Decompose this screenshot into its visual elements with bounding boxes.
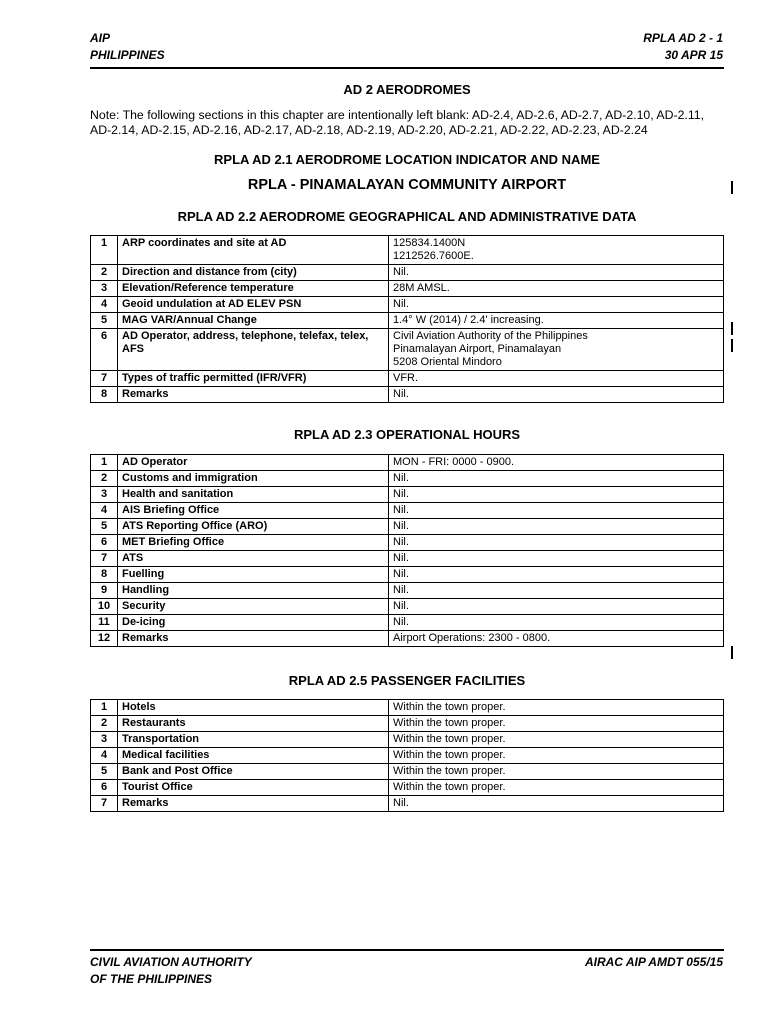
row-number: 4 (91, 748, 118, 764)
row-value-line: VFR. (393, 372, 419, 384)
row-value-line: Within the town proper. (393, 749, 506, 761)
row-value (389, 535, 724, 551)
row-value-line: Within the town proper. (393, 781, 506, 793)
row-label: Remarks (118, 387, 389, 403)
table-row (91, 615, 724, 631)
table-row (91, 535, 724, 551)
section-2-5-heading: RPLA AD 2.5 PASSENGER FACILITIES (288, 673, 526, 688)
table-row (91, 796, 724, 812)
row-value-line: Within the town proper. (393, 765, 506, 777)
row-value-line: Nil. (393, 298, 409, 310)
row-value (389, 371, 724, 387)
row-value (389, 748, 724, 764)
row-number: 8 (91, 567, 118, 583)
table-row (91, 599, 724, 615)
row-label: Medical facilities (118, 748, 389, 764)
table-row (91, 387, 724, 403)
row-label: Types of traffic permitted (IFR/VFR) (118, 371, 389, 387)
page-header-left (90, 30, 165, 64)
table-row (91, 716, 724, 732)
row-label: MET Briefing Office (118, 535, 389, 551)
section-2-1-heading: RPLA AD 2.1 AERODROME LOCATION INDICATOR AND NAME (214, 152, 600, 167)
change-bar (731, 181, 733, 194)
row-number: 3 (91, 732, 118, 748)
row-value (389, 583, 724, 599)
footer-authority-country: OF THE PHILIPPINES (90, 972, 213, 986)
operational-hours-table (90, 454, 724, 647)
header-date: 30 APR 15 (664, 48, 723, 62)
row-label: Fuelling (118, 567, 389, 583)
row-number: 5 (91, 764, 118, 780)
row-value (389, 503, 724, 519)
table-row (91, 297, 724, 313)
row-value (389, 313, 724, 329)
row-value (389, 265, 724, 281)
section-2-2-heading: RPLA AD 2.2 AERODROME GEOGRAPHICAL AND ADMINISTRATIVE DATA (177, 209, 637, 224)
table-row (91, 471, 724, 487)
header-page-ref: RPLA AD 2 - 1 (643, 31, 723, 45)
row-label: De-icing (118, 615, 389, 631)
row-value-line: Pinamalayan Airport, Pinamalayan (393, 343, 562, 355)
row-value (389, 329, 724, 371)
table-row (91, 455, 724, 471)
row-label: MAG VAR/Annual Change (118, 313, 389, 329)
row-value-line: Nil. (393, 584, 409, 596)
row-value-line: Nil. (393, 504, 409, 516)
table-row (91, 371, 724, 387)
table-row (91, 487, 724, 503)
row-value-line: Nil. (393, 616, 409, 628)
row-label: ARP coordinates and site at AD (118, 236, 389, 265)
row-value-line: 1.4° W (2014) / 2.4' increasing. (393, 314, 544, 326)
row-value-line: Nil. (393, 472, 409, 484)
row-number: 6 (91, 780, 118, 796)
row-value (389, 471, 724, 487)
row-number: 7 (91, 371, 118, 387)
table-row (91, 631, 724, 647)
row-value-line: Nil. (393, 797, 409, 809)
row-label: Bank and Post Office (118, 764, 389, 780)
header-publication: AIP (90, 31, 111, 45)
table-row (91, 583, 724, 599)
row-value-line: 5208 Oriental Mindoro (393, 356, 502, 368)
row-value-line: Nil. (393, 520, 409, 532)
row-value-line: Within the town proper. (393, 733, 506, 745)
table-row (91, 313, 724, 329)
page-header-right (643, 30, 723, 64)
row-label: Remarks (118, 796, 389, 812)
row-value (389, 297, 724, 313)
row-number: 7 (91, 796, 118, 812)
row-value-line: Nil. (393, 488, 409, 500)
footer-amendment: AIRAC AIP AMDT 055/15 (584, 955, 723, 969)
row-number: 5 (91, 519, 118, 535)
row-label: ATS (118, 551, 389, 567)
row-value (389, 281, 724, 297)
row-value-line: 125834.1400N (393, 237, 466, 249)
page-footer-left (90, 954, 252, 988)
table-row (91, 748, 724, 764)
row-value (389, 599, 724, 615)
footer-authority: CIVIL AVIATION AUTHORITY (90, 955, 252, 969)
row-number: 1 (91, 455, 118, 471)
row-label: Restaurants (118, 716, 389, 732)
row-value-line: 28M AMSL. (393, 282, 450, 294)
row-value (389, 487, 724, 503)
row-value-line: Nil. (393, 388, 409, 400)
table-row (91, 503, 724, 519)
row-label: ATS Reporting Office (ARO) (118, 519, 389, 535)
row-number: 1 (91, 236, 118, 265)
row-number: 10 (91, 599, 118, 615)
row-label: Hotels (118, 700, 389, 716)
row-label: Elevation/Reference temperature (118, 281, 389, 297)
row-value-line: Within the town proper. (393, 717, 506, 729)
row-number: 7 (91, 551, 118, 567)
row-number: 9 (91, 583, 118, 599)
row-number: 4 (91, 297, 118, 313)
passenger-facilities-table (90, 699, 724, 812)
row-value-line: Nil. (393, 552, 409, 564)
row-value-line: Nil. (393, 600, 409, 612)
table-row (91, 265, 724, 281)
row-value-line: Within the town proper. (393, 701, 506, 713)
footer-rule (90, 949, 724, 951)
row-value-line: Civil Aviation Authority of the Philippines (393, 330, 588, 342)
row-value (389, 631, 724, 647)
row-label: Health and sanitation (118, 487, 389, 503)
table-row (91, 329, 724, 371)
table-row (91, 519, 724, 535)
row-number: 3 (91, 487, 118, 503)
row-value (389, 732, 724, 748)
row-value (389, 716, 724, 732)
row-label: AIS Briefing Office (118, 503, 389, 519)
row-number: 1 (91, 700, 118, 716)
row-label: Geoid undulation at AD ELEV PSN (118, 297, 389, 313)
row-value (389, 764, 724, 780)
row-label: Direction and distance from (city) (118, 265, 389, 281)
table-row (91, 780, 724, 796)
row-number: 5 (91, 313, 118, 329)
row-value-line: Nil. (393, 266, 409, 278)
row-number: 2 (91, 265, 118, 281)
row-value (389, 551, 724, 567)
row-value (389, 780, 724, 796)
row-value-line: 1212526.7600E. (393, 250, 474, 262)
row-number: 2 (91, 716, 118, 732)
row-value (389, 455, 724, 471)
row-value (389, 615, 724, 631)
change-bar (731, 322, 733, 335)
row-number: 6 (91, 535, 118, 551)
row-number: 4 (91, 503, 118, 519)
row-label: Tourist Office (118, 780, 389, 796)
row-label: AD Operator (118, 455, 389, 471)
row-label: Customs and immigration (118, 471, 389, 487)
change-bar (731, 646, 733, 659)
row-value (389, 387, 724, 403)
row-value (389, 236, 724, 265)
table-row (91, 700, 724, 716)
table-row (91, 732, 724, 748)
row-number: 2 (91, 471, 118, 487)
row-value-line: Nil. (393, 536, 409, 548)
chapter-title: AD 2 AERODROMES (343, 82, 471, 97)
row-value-line: MON - FRI: 0000 - 0900. (393, 456, 515, 468)
section-2-3-heading: RPLA AD 2.3 OPERATIONAL HOURS (293, 427, 521, 442)
table-row (91, 764, 724, 780)
table-row (91, 551, 724, 567)
row-value-line: Airport Operations: 2300 - 0800. (393, 632, 551, 644)
header-rule (90, 67, 724, 69)
row-value (389, 700, 724, 716)
row-value-line: Nil. (393, 568, 409, 580)
row-value (389, 796, 724, 812)
airport-name: RPLA - PINAMALAYAN COMMUNITY AIRPORT (247, 177, 567, 193)
row-label: AD Operator, address, telephone, telefax, telex, AFS (118, 329, 389, 371)
header-country: PHILIPPINES (90, 48, 165, 62)
row-value (389, 567, 724, 583)
row-label: Security (118, 599, 389, 615)
geographical-admin-table (90, 235, 724, 403)
table-row (91, 281, 724, 297)
row-number: 8 (91, 387, 118, 403)
row-label: Handling (118, 583, 389, 599)
intro-note: Note: The following sections in this chapter are intentionally left blank: AD-2.4, AD-2.6, AD-2.7, AD-2.10, AD-2.11, AD-2.14, AD-2.15, AD-2.16, AD-2.17, AD-2.18, AD-2.19, AD-2.20, AD-2.21, AD-2.22, AD-2.23, AD-2.24 (90, 108, 705, 137)
change-bar (731, 339, 733, 352)
row-number: 6 (91, 329, 118, 371)
row-label: Remarks (118, 631, 389, 647)
row-number: 11 (91, 615, 118, 631)
table-row (91, 567, 724, 583)
row-number: 12 (91, 631, 118, 647)
row-value (389, 519, 724, 535)
table-row (91, 236, 724, 265)
row-label: Transportation (118, 732, 389, 748)
row-number: 3 (91, 281, 118, 297)
